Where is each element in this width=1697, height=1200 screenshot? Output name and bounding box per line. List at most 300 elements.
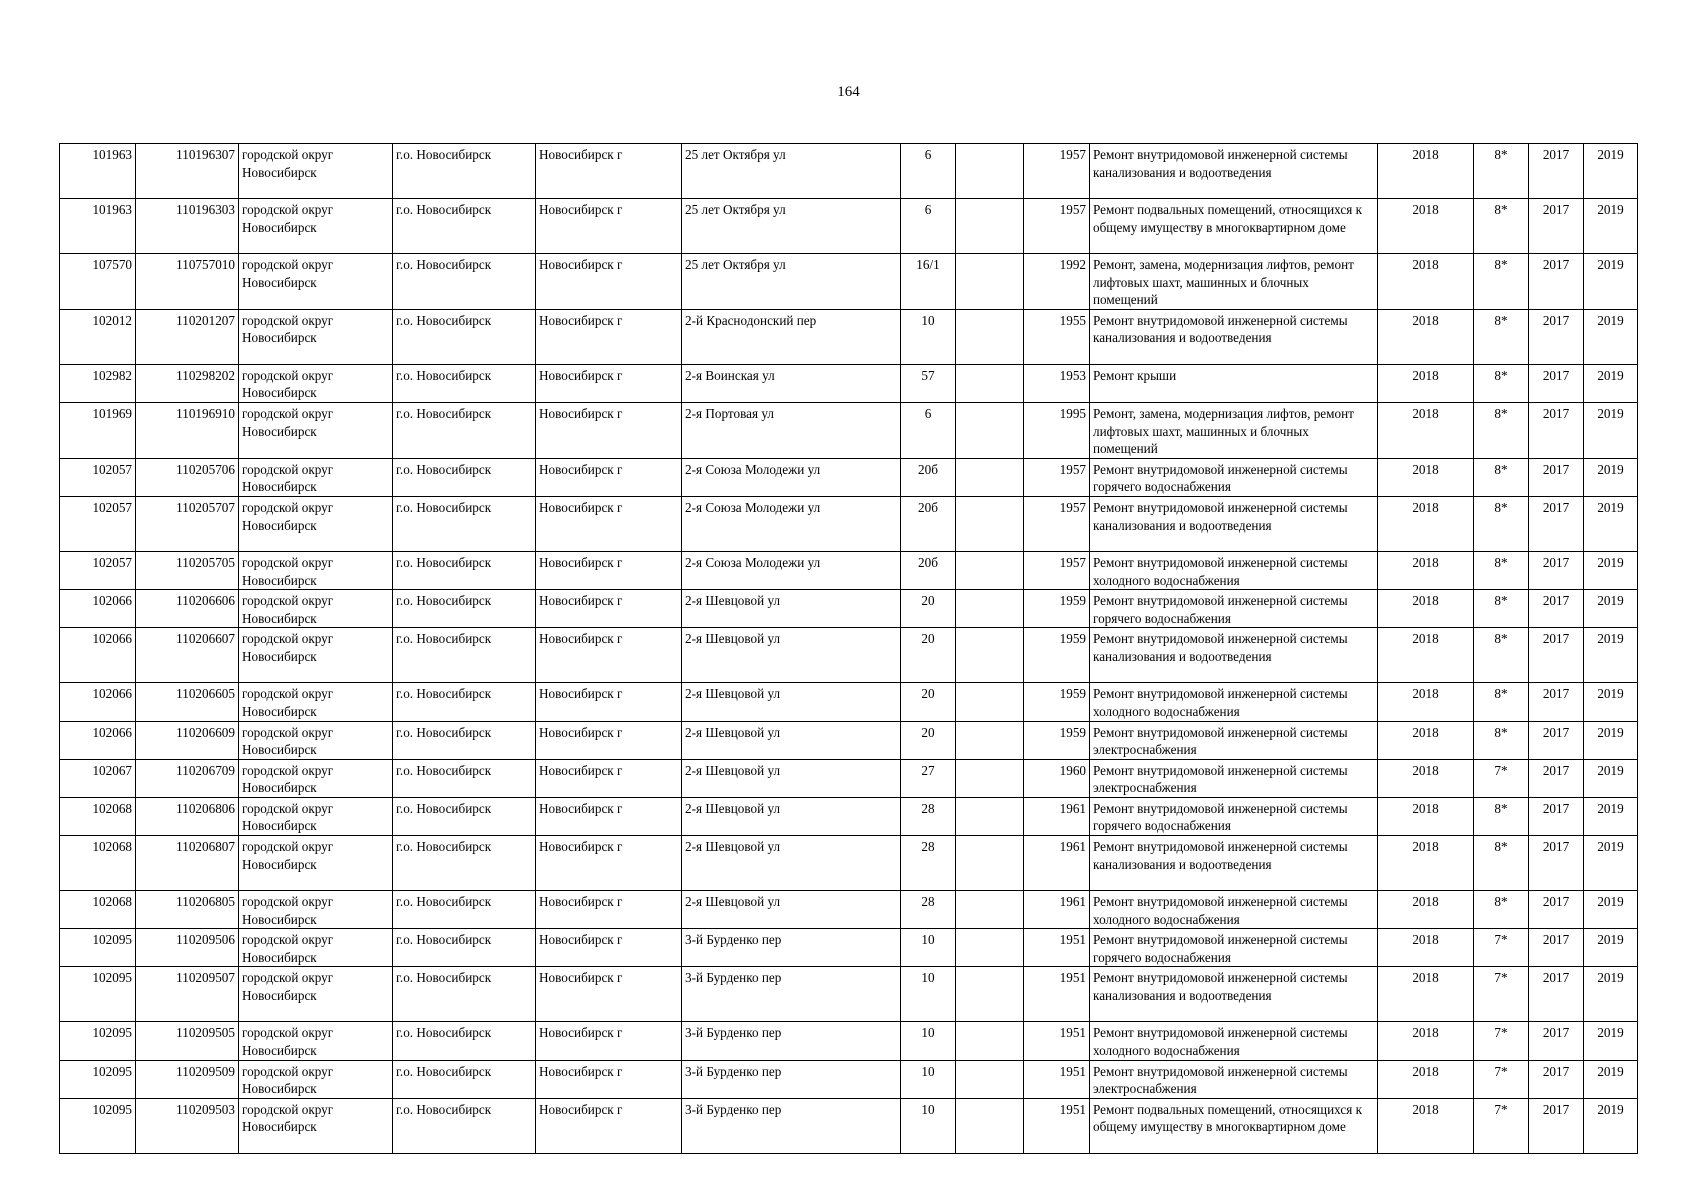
cell-settlement: Новосибирск г <box>536 364 682 402</box>
cell-period-start: 2017 <box>1529 590 1584 628</box>
cell-municipal-district: городской округ Новосибирск <box>239 1098 393 1153</box>
cell-house-number: 28 <box>901 836 956 891</box>
cell-settlement: Новосибирск г <box>536 628 682 683</box>
cell-settlement: Новосибирск г <box>536 891 682 929</box>
cell-plan-year: 2018 <box>1378 891 1474 929</box>
cell-municipality: г.о. Новосибирск <box>393 458 536 496</box>
cell-period-end: 2019 <box>1584 458 1638 496</box>
cell-plan-year: 2018 <box>1378 496 1474 551</box>
cell-plan-year: 2018 <box>1378 144 1474 199</box>
cell-work-code: 110206606 <box>136 590 239 628</box>
cell-priority-mark: 8* <box>1474 891 1529 929</box>
cell-municipality: г.о. Новосибирск <box>393 199 536 254</box>
cell-municipality: г.о. Новосибирск <box>393 1060 536 1098</box>
cell-period-start: 2017 <box>1529 967 1584 1022</box>
cell-house-number: 16/1 <box>901 254 956 310</box>
cell-street: 2-я Шевцовой ул <box>682 590 901 628</box>
cell-object-id: 102067 <box>60 759 136 797</box>
cell-work-code: 110206805 <box>136 891 239 929</box>
cell-period-start: 2017 <box>1529 309 1584 364</box>
cell-building <box>956 628 1024 683</box>
cell-house-number: 10 <box>901 967 956 1022</box>
cell-priority-mark: 8* <box>1474 254 1529 310</box>
cell-object-id: 102095 <box>60 1060 136 1098</box>
cell-plan-year: 2018 <box>1378 309 1474 364</box>
cell-municipal-district: городской округ Новосибирск <box>239 1022 393 1060</box>
cell-period-start: 2017 <box>1529 551 1584 589</box>
cell-object-id: 102012 <box>60 309 136 364</box>
table-row <box>60 199 1638 254</box>
cell-street: 25 лет Октября ул <box>682 199 901 254</box>
cell-work-type: Ремонт внутридомовой инженерной системы канализования и водоотведения <box>1090 144 1378 199</box>
cell-period-end: 2019 <box>1584 254 1638 310</box>
cell-building <box>956 683 1024 721</box>
cell-street: 2-я Воинская ул <box>682 364 901 402</box>
cell-period-end: 2019 <box>1584 967 1638 1022</box>
cell-municipal-district: городской округ Новосибирск <box>239 683 393 721</box>
cell-house-number: 20 <box>901 590 956 628</box>
cell-construction-year: 1951 <box>1024 929 1090 967</box>
cell-municipality: г.о. Новосибирск <box>393 683 536 721</box>
cell-plan-year: 2018 <box>1378 1022 1474 1060</box>
cell-period-end: 2019 <box>1584 628 1638 683</box>
cell-priority-mark: 8* <box>1474 309 1529 364</box>
cell-house-number: 20 <box>901 628 956 683</box>
cell-building <box>956 967 1024 1022</box>
cell-municipal-district: городской округ Новосибирск <box>239 309 393 364</box>
cell-house-number: 6 <box>901 199 956 254</box>
cell-municipal-district: городской округ Новосибирск <box>239 199 393 254</box>
cell-object-id: 102068 <box>60 797 136 835</box>
cell-house-number: 10 <box>901 1022 956 1060</box>
cell-work-type: Ремонт внутридомовой инженерной системы холодного водоснабжения <box>1090 683 1378 721</box>
cell-municipal-district: городской округ Новосибирск <box>239 551 393 589</box>
cell-plan-year: 2018 <box>1378 929 1474 967</box>
cell-work-code: 110205707 <box>136 496 239 551</box>
cell-period-start: 2017 <box>1529 836 1584 891</box>
cell-plan-year: 2018 <box>1378 590 1474 628</box>
cell-municipality: г.о. Новосибирск <box>393 402 536 458</box>
cell-period-end: 2019 <box>1584 759 1638 797</box>
cell-plan-year: 2018 <box>1378 797 1474 835</box>
cell-municipal-district: городской округ Новосибирск <box>239 144 393 199</box>
cell-street: 2-я Портовая ул <box>682 402 901 458</box>
cell-settlement: Новосибирск г <box>536 836 682 891</box>
cell-house-number: 27 <box>901 759 956 797</box>
cell-settlement: Новосибирск г <box>536 144 682 199</box>
cell-house-number: 20б <box>901 458 956 496</box>
cell-municipal-district: городской округ Новосибирск <box>239 496 393 551</box>
cell-plan-year: 2018 <box>1378 402 1474 458</box>
cell-settlement: Новосибирск г <box>536 759 682 797</box>
repair-registry-table <box>59 143 1638 1154</box>
cell-priority-mark: 8* <box>1474 836 1529 891</box>
cell-work-code: 110757010 <box>136 254 239 310</box>
cell-period-end: 2019 <box>1584 551 1638 589</box>
cell-construction-year: 1959 <box>1024 721 1090 759</box>
cell-street: 2-я Шевцовой ул <box>682 797 901 835</box>
cell-municipal-district: городской округ Новосибирск <box>239 797 393 835</box>
cell-building <box>956 144 1024 199</box>
cell-priority-mark: 8* <box>1474 144 1529 199</box>
cell-period-start: 2017 <box>1529 199 1584 254</box>
cell-building <box>956 309 1024 364</box>
cell-plan-year: 2018 <box>1378 967 1474 1022</box>
cell-settlement: Новосибирск г <box>536 402 682 458</box>
cell-priority-mark: 7* <box>1474 759 1529 797</box>
cell-house-number: 6 <box>901 144 956 199</box>
cell-priority-mark: 7* <box>1474 967 1529 1022</box>
cell-street: 3-й Бурденко пер <box>682 1022 901 1060</box>
cell-municipality: г.о. Новосибирск <box>393 496 536 551</box>
cell-construction-year: 1961 <box>1024 836 1090 891</box>
cell-period-end: 2019 <box>1584 1098 1638 1153</box>
table-row <box>60 759 1638 797</box>
cell-municipality: г.о. Новосибирск <box>393 721 536 759</box>
cell-construction-year: 1957 <box>1024 458 1090 496</box>
cell-period-end: 2019 <box>1584 891 1638 929</box>
cell-construction-year: 1959 <box>1024 683 1090 721</box>
cell-work-code: 110209509 <box>136 1060 239 1098</box>
table-row <box>60 309 1638 364</box>
cell-settlement: Новосибирск г <box>536 590 682 628</box>
cell-street: 2-я Шевцовой ул <box>682 891 901 929</box>
cell-object-id: 102066 <box>60 628 136 683</box>
cell-plan-year: 2018 <box>1378 254 1474 310</box>
cell-house-number: 10 <box>901 929 956 967</box>
cell-municipal-district: городской округ Новосибирск <box>239 402 393 458</box>
cell-municipal-district: городской округ Новосибирск <box>239 458 393 496</box>
cell-plan-year: 2018 <box>1378 628 1474 683</box>
cell-building <box>956 1098 1024 1153</box>
cell-street: 2-я Шевцовой ул <box>682 836 901 891</box>
cell-priority-mark: 8* <box>1474 590 1529 628</box>
cell-object-id: 102982 <box>60 364 136 402</box>
cell-settlement: Новосибирск г <box>536 967 682 1022</box>
cell-construction-year: 1959 <box>1024 590 1090 628</box>
cell-period-start: 2017 <box>1529 402 1584 458</box>
cell-settlement: Новосибирск г <box>536 721 682 759</box>
cell-work-code: 110196307 <box>136 144 239 199</box>
cell-work-code: 110209506 <box>136 929 239 967</box>
cell-plan-year: 2018 <box>1378 551 1474 589</box>
cell-period-end: 2019 <box>1584 836 1638 891</box>
cell-building <box>956 254 1024 310</box>
cell-object-id: 107570 <box>60 254 136 310</box>
cell-period-start: 2017 <box>1529 891 1584 929</box>
cell-street: 25 лет Октября ул <box>682 254 901 310</box>
cell-municipal-district: городской округ Новосибирск <box>239 967 393 1022</box>
cell-work-type: Ремонт внутридомовой инженерной системы канализования и водоотведения <box>1090 967 1378 1022</box>
cell-municipal-district: городской округ Новосибирск <box>239 628 393 683</box>
cell-municipal-district: городской округ Новосибирск <box>239 721 393 759</box>
cell-municipality: г.о. Новосибирск <box>393 967 536 1022</box>
cell-settlement: Новосибирск г <box>536 254 682 310</box>
cell-building <box>956 199 1024 254</box>
cell-municipality: г.о. Новосибирск <box>393 144 536 199</box>
table-row <box>60 1060 1638 1098</box>
page-number: 164 <box>837 84 860 100</box>
cell-period-end: 2019 <box>1584 309 1638 364</box>
cell-period-end: 2019 <box>1584 929 1638 967</box>
cell-work-type: Ремонт внутридомовой инженерной системы электроснабжения <box>1090 759 1378 797</box>
cell-house-number: 28 <box>901 797 956 835</box>
cell-building <box>956 590 1024 628</box>
cell-construction-year: 1951 <box>1024 1098 1090 1153</box>
cell-work-type: Ремонт внутридомовой инженерной системы электроснабжения <box>1090 1060 1378 1098</box>
cell-work-type: Ремонт внутридомовой инженерной системы холодного водоснабжения <box>1090 891 1378 929</box>
cell-work-type: Ремонт внутридомовой инженерной системы холодного водоснабжения <box>1090 551 1378 589</box>
cell-period-start: 2017 <box>1529 254 1584 310</box>
cell-settlement: Новосибирск г <box>536 199 682 254</box>
cell-building <box>956 496 1024 551</box>
cell-building <box>956 721 1024 759</box>
cell-work-type: Ремонт внутридомовой инженерной системы электроснабжения <box>1090 721 1378 759</box>
cell-work-type: Ремонт внутридомовой инженерной системы канализования и водоотведения <box>1090 836 1378 891</box>
cell-work-code: 110298202 <box>136 364 239 402</box>
cell-settlement: Новосибирск г <box>536 1098 682 1153</box>
cell-work-code: 110206605 <box>136 683 239 721</box>
table-row <box>60 797 1638 835</box>
cell-period-end: 2019 <box>1584 721 1638 759</box>
cell-period-start: 2017 <box>1529 364 1584 402</box>
table-row <box>60 836 1638 891</box>
cell-work-code: 110209507 <box>136 967 239 1022</box>
cell-priority-mark: 8* <box>1474 402 1529 458</box>
table-row <box>60 458 1638 496</box>
cell-work-type: Ремонт внутридомовой инженерной системы горячего водоснабжения <box>1090 458 1378 496</box>
cell-period-end: 2019 <box>1584 1060 1638 1098</box>
cell-period-end: 2019 <box>1584 590 1638 628</box>
cell-house-number: 20 <box>901 721 956 759</box>
cell-house-number: 20б <box>901 551 956 589</box>
cell-work-type: Ремонт, замена, модернизация лифтов, ремонт лифтовых шахт, машинных и блочных помещений <box>1090 254 1378 310</box>
cell-house-number: 57 <box>901 364 956 402</box>
cell-municipality: г.о. Новосибирск <box>393 759 536 797</box>
cell-street: 3-й Бурденко пер <box>682 1060 901 1098</box>
cell-object-id: 101969 <box>60 402 136 458</box>
cell-municipal-district: городской округ Новосибирск <box>239 1060 393 1098</box>
table-row <box>60 590 1638 628</box>
cell-period-start: 2017 <box>1529 721 1584 759</box>
cell-house-number: 10 <box>901 309 956 364</box>
cell-priority-mark: 7* <box>1474 1060 1529 1098</box>
cell-object-id: 102095 <box>60 1098 136 1153</box>
cell-municipality: г.о. Новосибирск <box>393 1098 536 1153</box>
cell-building <box>956 891 1024 929</box>
cell-object-id: 102057 <box>60 551 136 589</box>
cell-street: 2-й Краснодонский пер <box>682 309 901 364</box>
cell-building <box>956 836 1024 891</box>
cell-municipal-district: городской округ Новосибирск <box>239 590 393 628</box>
cell-municipality: г.о. Новосибирск <box>393 309 536 364</box>
cell-municipal-district: городской округ Новосибирск <box>239 254 393 310</box>
cell-work-type: Ремонт внутридомовой инженерной системы горячего водоснабжения <box>1090 797 1378 835</box>
cell-street: 2-я Шевцовой ул <box>682 759 901 797</box>
cell-period-end: 2019 <box>1584 364 1638 402</box>
cell-priority-mark: 8* <box>1474 683 1529 721</box>
cell-object-id: 101963 <box>60 199 136 254</box>
cell-period-end: 2019 <box>1584 496 1638 551</box>
cell-settlement: Новосибирск г <box>536 458 682 496</box>
cell-settlement: Новосибирск г <box>536 496 682 551</box>
cell-street: 3-й Бурденко пер <box>682 929 901 967</box>
cell-work-code: 110205706 <box>136 458 239 496</box>
cell-period-end: 2019 <box>1584 1022 1638 1060</box>
cell-period-end: 2019 <box>1584 402 1638 458</box>
cell-work-type: Ремонт подвальных помещений, относящихся к общему имуществу в многоквартирном доме <box>1090 199 1378 254</box>
cell-municipal-district: городской округ Новосибирск <box>239 364 393 402</box>
cell-settlement: Новосибирск г <box>536 1060 682 1098</box>
cell-period-start: 2017 <box>1529 1098 1584 1153</box>
cell-object-id: 102057 <box>60 496 136 551</box>
cell-plan-year: 2018 <box>1378 836 1474 891</box>
cell-street: 2-я Шевцовой ул <box>682 721 901 759</box>
cell-construction-year: 1955 <box>1024 309 1090 364</box>
cell-construction-year: 1959 <box>1024 628 1090 683</box>
cell-municipal-district: городской округ Новосибирск <box>239 836 393 891</box>
cell-priority-mark: 8* <box>1474 199 1529 254</box>
cell-work-code: 110196303 <box>136 199 239 254</box>
cell-construction-year: 1960 <box>1024 759 1090 797</box>
cell-street: 2-я Союза Молодежи ул <box>682 458 901 496</box>
cell-construction-year: 1951 <box>1024 1060 1090 1098</box>
table-row <box>60 551 1638 589</box>
cell-plan-year: 2018 <box>1378 683 1474 721</box>
cell-house-number: 6 <box>901 402 956 458</box>
cell-work-type: Ремонт внутридомовой инженерной системы горячего водоснабжения <box>1090 590 1378 628</box>
cell-period-start: 2017 <box>1529 458 1584 496</box>
cell-construction-year: 1961 <box>1024 797 1090 835</box>
cell-work-type: Ремонт внутридомовой инженерной системы канализования и водоотведения <box>1090 309 1378 364</box>
cell-construction-year: 1992 <box>1024 254 1090 310</box>
cell-work-type: Ремонт подвальных помещений, относящихся к общему имуществу в многоквартирном доме <box>1090 1098 1378 1153</box>
cell-work-code: 110209503 <box>136 1098 239 1153</box>
cell-period-start: 2017 <box>1529 929 1584 967</box>
cell-work-type: Ремонт внутридомовой инженерной системы горячего водоснабжения <box>1090 929 1378 967</box>
cell-settlement: Новосибирск г <box>536 683 682 721</box>
cell-period-start: 2017 <box>1529 1060 1584 1098</box>
cell-building <box>956 929 1024 967</box>
table-row <box>60 1022 1638 1060</box>
cell-object-id: 101963 <box>60 144 136 199</box>
cell-object-id: 102066 <box>60 721 136 759</box>
cell-priority-mark: 8* <box>1474 797 1529 835</box>
cell-municipal-district: городской округ Новосибирск <box>239 929 393 967</box>
cell-period-start: 2017 <box>1529 797 1584 835</box>
cell-priority-mark: 7* <box>1474 1022 1529 1060</box>
cell-work-type: Ремонт внутридомовой инженерной системы канализования и водоотведения <box>1090 496 1378 551</box>
cell-plan-year: 2018 <box>1378 364 1474 402</box>
cell-plan-year: 2018 <box>1378 1060 1474 1098</box>
cell-period-start: 2017 <box>1529 496 1584 551</box>
cell-construction-year: 1957 <box>1024 496 1090 551</box>
cell-object-id: 102095 <box>60 929 136 967</box>
table-row <box>60 628 1638 683</box>
cell-construction-year: 1957 <box>1024 144 1090 199</box>
cell-building <box>956 364 1024 402</box>
table-row <box>60 144 1638 199</box>
cell-municipality: г.о. Новосибирск <box>393 551 536 589</box>
cell-construction-year: 1995 <box>1024 402 1090 458</box>
cell-plan-year: 2018 <box>1378 759 1474 797</box>
cell-house-number: 20 <box>901 683 956 721</box>
cell-house-number: 10 <box>901 1098 956 1153</box>
cell-construction-year: 1957 <box>1024 199 1090 254</box>
cell-municipality: г.о. Новосибирск <box>393 254 536 310</box>
cell-object-id: 102068 <box>60 891 136 929</box>
cell-work-code: 110205705 <box>136 551 239 589</box>
cell-house-number: 28 <box>901 891 956 929</box>
cell-municipality: г.о. Новосибирск <box>393 364 536 402</box>
cell-municipality: г.о. Новосибирск <box>393 797 536 835</box>
cell-object-id: 102068 <box>60 836 136 891</box>
cell-work-type: Ремонт внутридомовой инженерной системы канализования и водоотведения <box>1090 628 1378 683</box>
cell-period-end: 2019 <box>1584 199 1638 254</box>
cell-municipal-district: городской округ Новосибирск <box>239 759 393 797</box>
cell-period-end: 2019 <box>1584 144 1638 199</box>
table-row <box>60 721 1638 759</box>
table-row <box>60 891 1638 929</box>
cell-settlement: Новосибирск г <box>536 309 682 364</box>
cell-priority-mark: 8* <box>1474 551 1529 589</box>
cell-settlement: Новосибирск г <box>536 551 682 589</box>
cell-period-end: 2019 <box>1584 683 1638 721</box>
cell-object-id: 102095 <box>60 1022 136 1060</box>
table-row <box>60 1098 1638 1153</box>
cell-object-id: 102095 <box>60 967 136 1022</box>
cell-period-start: 2017 <box>1529 1022 1584 1060</box>
cell-priority-mark: 8* <box>1474 364 1529 402</box>
table-row <box>60 967 1638 1022</box>
cell-municipality: г.о. Новосибирск <box>393 590 536 628</box>
table-body <box>60 144 1638 1154</box>
cell-settlement: Новосибирск г <box>536 929 682 967</box>
cell-period-start: 2017 <box>1529 144 1584 199</box>
cell-building <box>956 797 1024 835</box>
cell-building <box>956 458 1024 496</box>
cell-building <box>956 551 1024 589</box>
cell-street: 2-я Шевцовой ул <box>682 683 901 721</box>
cell-construction-year: 1953 <box>1024 364 1090 402</box>
cell-priority-mark: 8* <box>1474 496 1529 551</box>
cell-object-id: 102057 <box>60 458 136 496</box>
cell-object-id: 102066 <box>60 683 136 721</box>
cell-municipality: г.о. Новосибирск <box>393 891 536 929</box>
cell-street: 2-я Союза Молодежи ул <box>682 551 901 589</box>
cell-street: 3-й Бурденко пер <box>682 1098 901 1153</box>
cell-period-end: 2019 <box>1584 797 1638 835</box>
table-row <box>60 929 1638 967</box>
cell-municipality: г.о. Новосибирск <box>393 929 536 967</box>
cell-municipal-district: городской округ Новосибирск <box>239 891 393 929</box>
cell-period-start: 2017 <box>1529 759 1584 797</box>
cell-work-code: 110206609 <box>136 721 239 759</box>
cell-work-code: 110201207 <box>136 309 239 364</box>
cell-construction-year: 1961 <box>1024 891 1090 929</box>
cell-work-type: Ремонт крыши <box>1090 364 1378 402</box>
cell-work-type: Ремонт внутридомовой инженерной системы холодного водоснабжения <box>1090 1022 1378 1060</box>
cell-building <box>956 1060 1024 1098</box>
cell-priority-mark: 8* <box>1474 458 1529 496</box>
cell-period-start: 2017 <box>1529 628 1584 683</box>
cell-work-code: 110196910 <box>136 402 239 458</box>
cell-work-code: 110206709 <box>136 759 239 797</box>
cell-street: 2-я Союза Молодежи ул <box>682 496 901 551</box>
cell-municipality: г.о. Новосибирск <box>393 836 536 891</box>
table-row <box>60 683 1638 721</box>
table-row <box>60 364 1638 402</box>
